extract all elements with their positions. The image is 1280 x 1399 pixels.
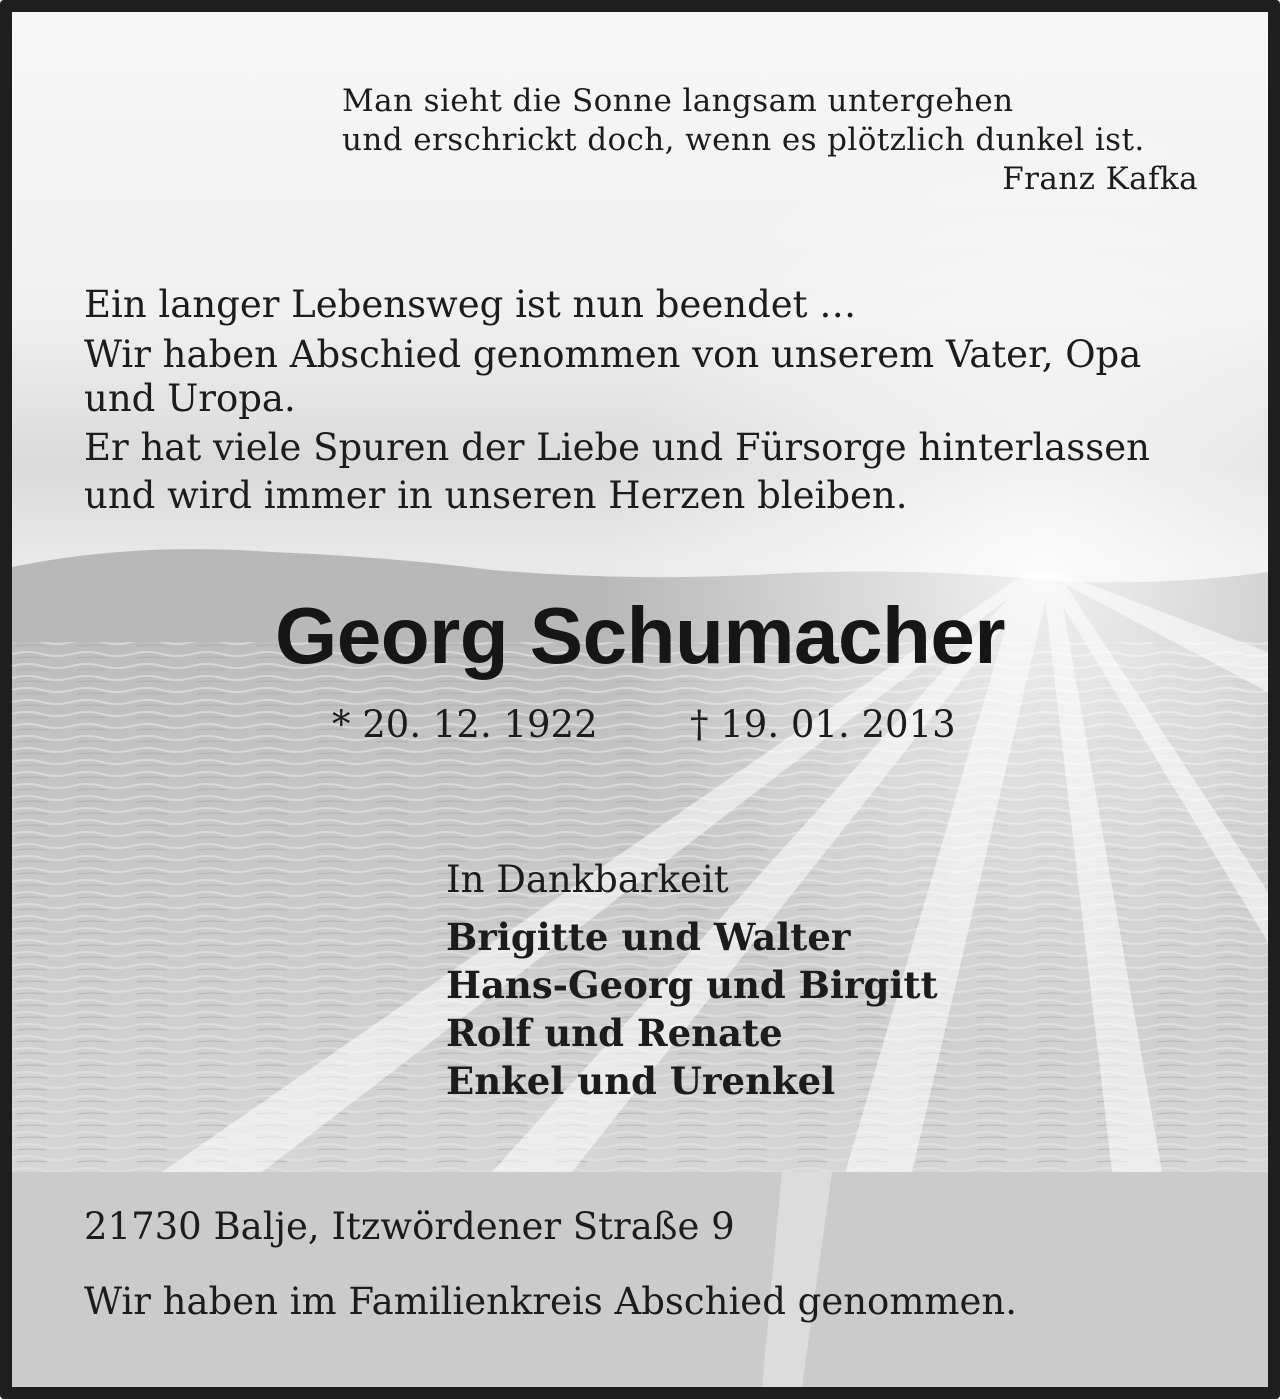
mourner-name: Rolf und Renate xyxy=(446,1011,783,1055)
mourner-name: Enkel und Urenkel xyxy=(446,1059,836,1103)
mourners-heading: In Dankbarkeit xyxy=(446,858,729,901)
death-date: † 19. 01. 2013 xyxy=(690,703,956,746)
intro-line-4: Er hat viele Spuren der Liebe und Fürsorge hinterlassen xyxy=(84,426,1150,469)
intro-line-5: und wird immer in unseren Herzen bleiben. xyxy=(84,474,908,517)
mourner-name: Brigitte und Walter xyxy=(446,915,851,959)
mourner-name: Hans-Georg und Birgitt xyxy=(446,963,938,1007)
closing-note: Wir haben im Familienkreis Abschied genommen. xyxy=(84,1280,1017,1323)
quote-line-1: Man sieht die Sonne langsam untergehen xyxy=(342,83,1014,119)
intro-line-3: und Uropa. xyxy=(84,377,296,420)
intro-line-1: Ein langer Lebensweg ist nun beendet … xyxy=(84,283,857,326)
quote-line-2: und erschrickt doch, wenn es plötzlich dunkel ist. xyxy=(342,122,1145,158)
family-address: 21730 Balje, Itzwördener Straße 9 xyxy=(84,1205,735,1248)
birth-date: * 20. 12. 1922 xyxy=(332,703,598,746)
intro-line-2: Wir haben Abschied genommen von unserem Vater, Opa xyxy=(84,333,1142,376)
deceased-name: Georg Schumacher xyxy=(274,591,1005,680)
sunset-sea-background xyxy=(12,12,1268,1387)
quote-author: Franz Kafka xyxy=(1002,161,1198,197)
